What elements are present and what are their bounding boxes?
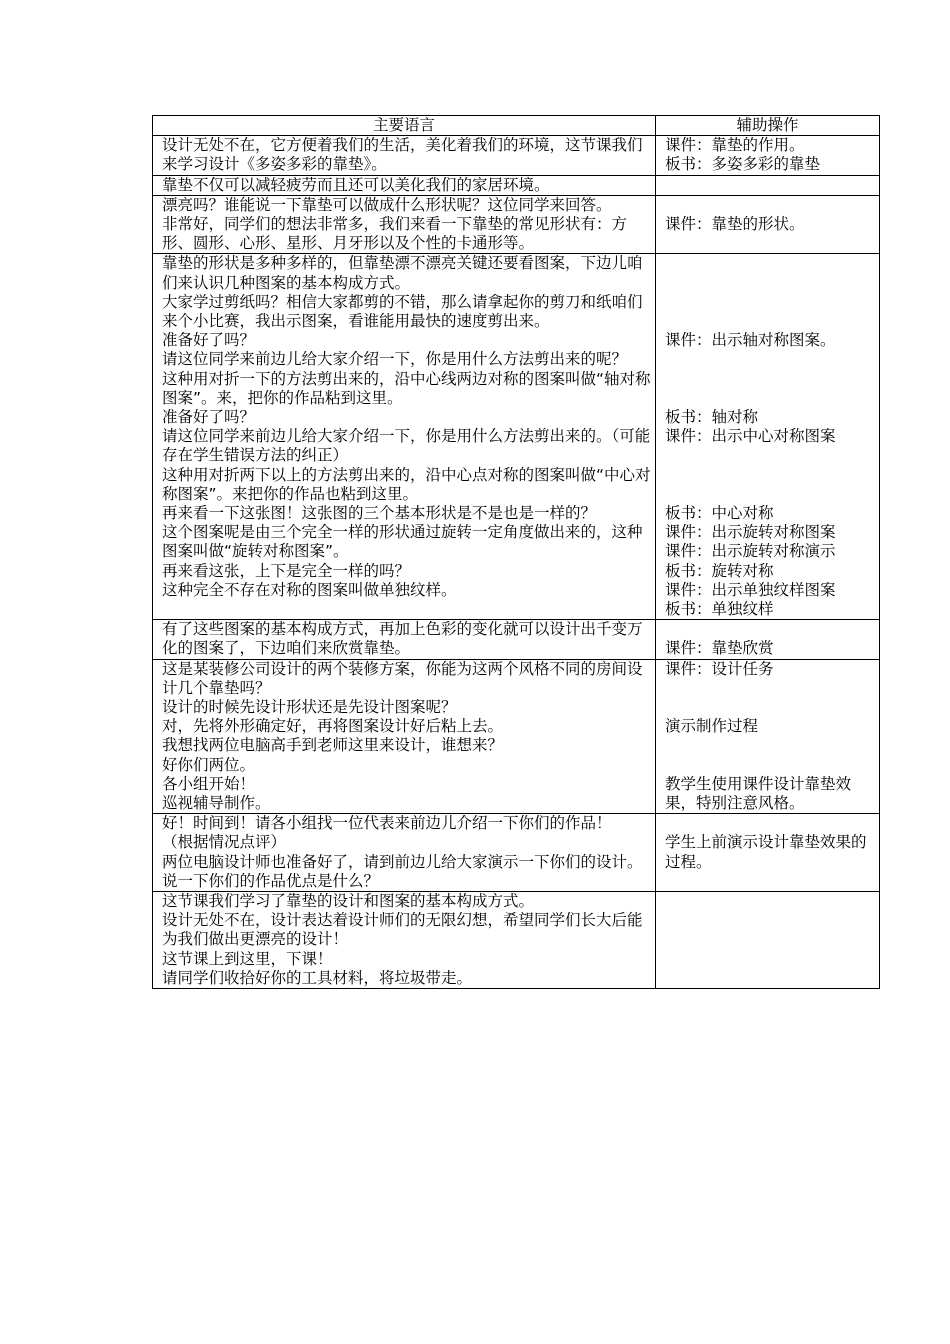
main-line: 好你们两位。 xyxy=(162,755,256,774)
main-line: （根据情况点评） xyxy=(162,833,287,852)
aux-cell xyxy=(656,254,880,620)
main-line: 靠垫的形状是多种多样的，但靠垫漂不漂亮关键还要看图案，下边儿咱们来认识几种图案的基本构成方式。 xyxy=(162,254,643,292)
main-line: 这是某装修公司设计的两个装修方案，你能为这两个风格不同的房间设计几个靠垫吗？ xyxy=(162,659,643,697)
aux-line: 课件：靠垫的作用。 xyxy=(665,136,805,155)
aux-line: 课件：出示旋转对称图案 xyxy=(665,523,836,542)
aux-cell xyxy=(656,620,880,659)
aux-line: 板书：轴对称 xyxy=(665,407,759,426)
table-row xyxy=(153,136,880,175)
main-cell xyxy=(153,620,656,659)
aux-line: 学生上前演示设计靠垫效果的过程。 xyxy=(665,833,867,871)
aux-line: 课件：靠垫欣赏 xyxy=(665,639,774,658)
aux-line: 课件：出示旋转对称演示 xyxy=(665,542,836,561)
main-cell xyxy=(153,175,656,195)
main-cell xyxy=(153,195,656,254)
main-cell xyxy=(153,659,656,814)
aux-cell xyxy=(656,175,880,195)
main-line: 准备好了吗？ xyxy=(162,331,256,350)
main-line: 请同学们收拾好你的工具材料，将垃圾带走。 xyxy=(162,968,473,987)
main-line: 靠垫不仅可以减轻疲劳而且还可以美化我们的家居环境。 xyxy=(162,175,550,194)
aux-line: 板书：中心对称 xyxy=(665,503,774,522)
main-line: 这种用对折两下以上的方法剪出来的，沿中心点对称的图案叫做“中心对称图案”。来把你的作品也粘到这里。 xyxy=(162,465,651,503)
main-line: 非常好，同学们的想法非常多，我们来看一下靠垫的常见形状有：方形、圆形、心形、星形、月牙形以及个性的卡通形等。 xyxy=(162,215,628,253)
aux-line: 课件：出示轴对称图案。 xyxy=(665,331,836,350)
table-row xyxy=(153,659,880,814)
main-line: 漂亮吗？谁能说一下靠垫可以做成什么形状呢？这位同学来回答。 xyxy=(162,195,612,214)
main-line: 有了这些图案的基本构成方式，再加上色彩的变化就可以设计出千变万化的图案了，下边咱们来欣赏靠垫。 xyxy=(162,620,643,658)
main-line: 说一下你们的作品优点是什么？ xyxy=(162,871,380,890)
main-line: 大家学过剪纸吗？相信大家都剪的不错，那么请拿起你的剪刀和纸咱们来个小比赛，我出示图案，看谁能用最快的速度剪出来。 xyxy=(162,292,643,331)
main-line: 设计无处不在，设计表达着设计师们的无限幻想，希望同学们长大后能为我们做出更漂亮的设计！ xyxy=(162,911,643,949)
main-line: 两位电脑设计师也准备好了，请到前边儿给大家演示一下你们的设计。 xyxy=(162,852,643,871)
aux-line: 课件：出示中心对称图案 xyxy=(665,427,836,446)
aux-line: 板书：旋转对称 xyxy=(665,561,774,580)
main-line: 准备好了吗？ xyxy=(162,408,256,427)
main-line: 各小组开始！ xyxy=(162,774,256,793)
header-aux-operation: 辅助操作 xyxy=(656,116,880,136)
main-line: 请这位同学来前边儿给大家介绍一下，你是用什么方法剪出来的呢？ xyxy=(162,350,628,369)
lesson-plan-table xyxy=(152,115,880,989)
aux-line: 教学生使用课件设计靠垫效果，特别注意风格。 xyxy=(665,774,852,812)
table-row xyxy=(153,814,880,892)
main-line: 请这位同学来前边儿给大家介绍一下，你是用什么方法剪出来的。（可能存在学生错误方法的纠正） xyxy=(162,427,651,465)
main-line: 设计的时候先设计形状还是先设计图案呢？ xyxy=(162,697,457,716)
main-line: 设计无处不在，它方便着我们的生活，美化着我们的环境，这节课我们来学习设计《多姿多彩的靠垫》。 xyxy=(162,136,643,174)
aux-line: 演示制作过程 xyxy=(665,717,759,736)
main-cell xyxy=(153,254,656,620)
main-line: 我想找两位电脑高手到老师这里来设计，谁想来？ xyxy=(162,736,504,755)
header-main-language: 主要语言 xyxy=(153,116,656,136)
aux-line: 板书：单独纹样 xyxy=(665,599,774,618)
main-cell xyxy=(153,136,656,175)
main-line: 这种完全不存在对称的图案叫做单独纹样。 xyxy=(162,580,457,599)
main-line: 对，先将外形确定好，再将图案设计好后粘上去。 xyxy=(162,717,504,736)
table-row xyxy=(153,195,880,254)
aux-line: 课件：出示单独纹样图案 xyxy=(665,580,836,599)
main-line: 巡视辅导制作。 xyxy=(162,793,271,812)
aux-cell xyxy=(656,136,880,175)
main-cell xyxy=(153,814,656,892)
main-line: 再来看一下这张图！这张图的三个基本形状是不是也是一样的？ xyxy=(162,504,597,523)
aux-line: 课件：设计任务 xyxy=(665,659,774,678)
table-row xyxy=(153,620,880,659)
main-line: 这种用对折一下的方法剪出来的，沿中心线两边对称的图案叫做“轴对称图案”。来，把你的作品粘到这里。 xyxy=(162,369,651,407)
table-header-row xyxy=(153,116,880,136)
table-row xyxy=(153,175,880,195)
main-line: 这个图案呢是由三个完全一样的形状通过旋转一定角度做出来的，这种图案叫做“旋转对称图案”。 xyxy=(162,523,643,561)
main-line: 这节课我们学习了靠垫的设计和图案的基本构成方式。 xyxy=(162,891,535,910)
aux-cell xyxy=(656,814,880,892)
main-line: 这节课上到这里，下课！ xyxy=(162,949,333,968)
table-row xyxy=(153,254,880,620)
aux-cell xyxy=(656,195,880,254)
aux-line: 课件：靠垫的形状。 xyxy=(665,215,805,234)
aux-line: 板书：多姿多彩的靠垫 xyxy=(665,155,821,174)
aux-cell xyxy=(656,659,880,814)
main-line: 再来看这张，上下是完全一样的吗？ xyxy=(162,561,411,580)
main-line: 好！时间到！请各小组找一位代表来前边儿介绍一下你们的作品！ xyxy=(162,814,612,833)
main-cell xyxy=(153,891,656,988)
table-row xyxy=(153,891,880,988)
aux-cell xyxy=(656,891,880,988)
